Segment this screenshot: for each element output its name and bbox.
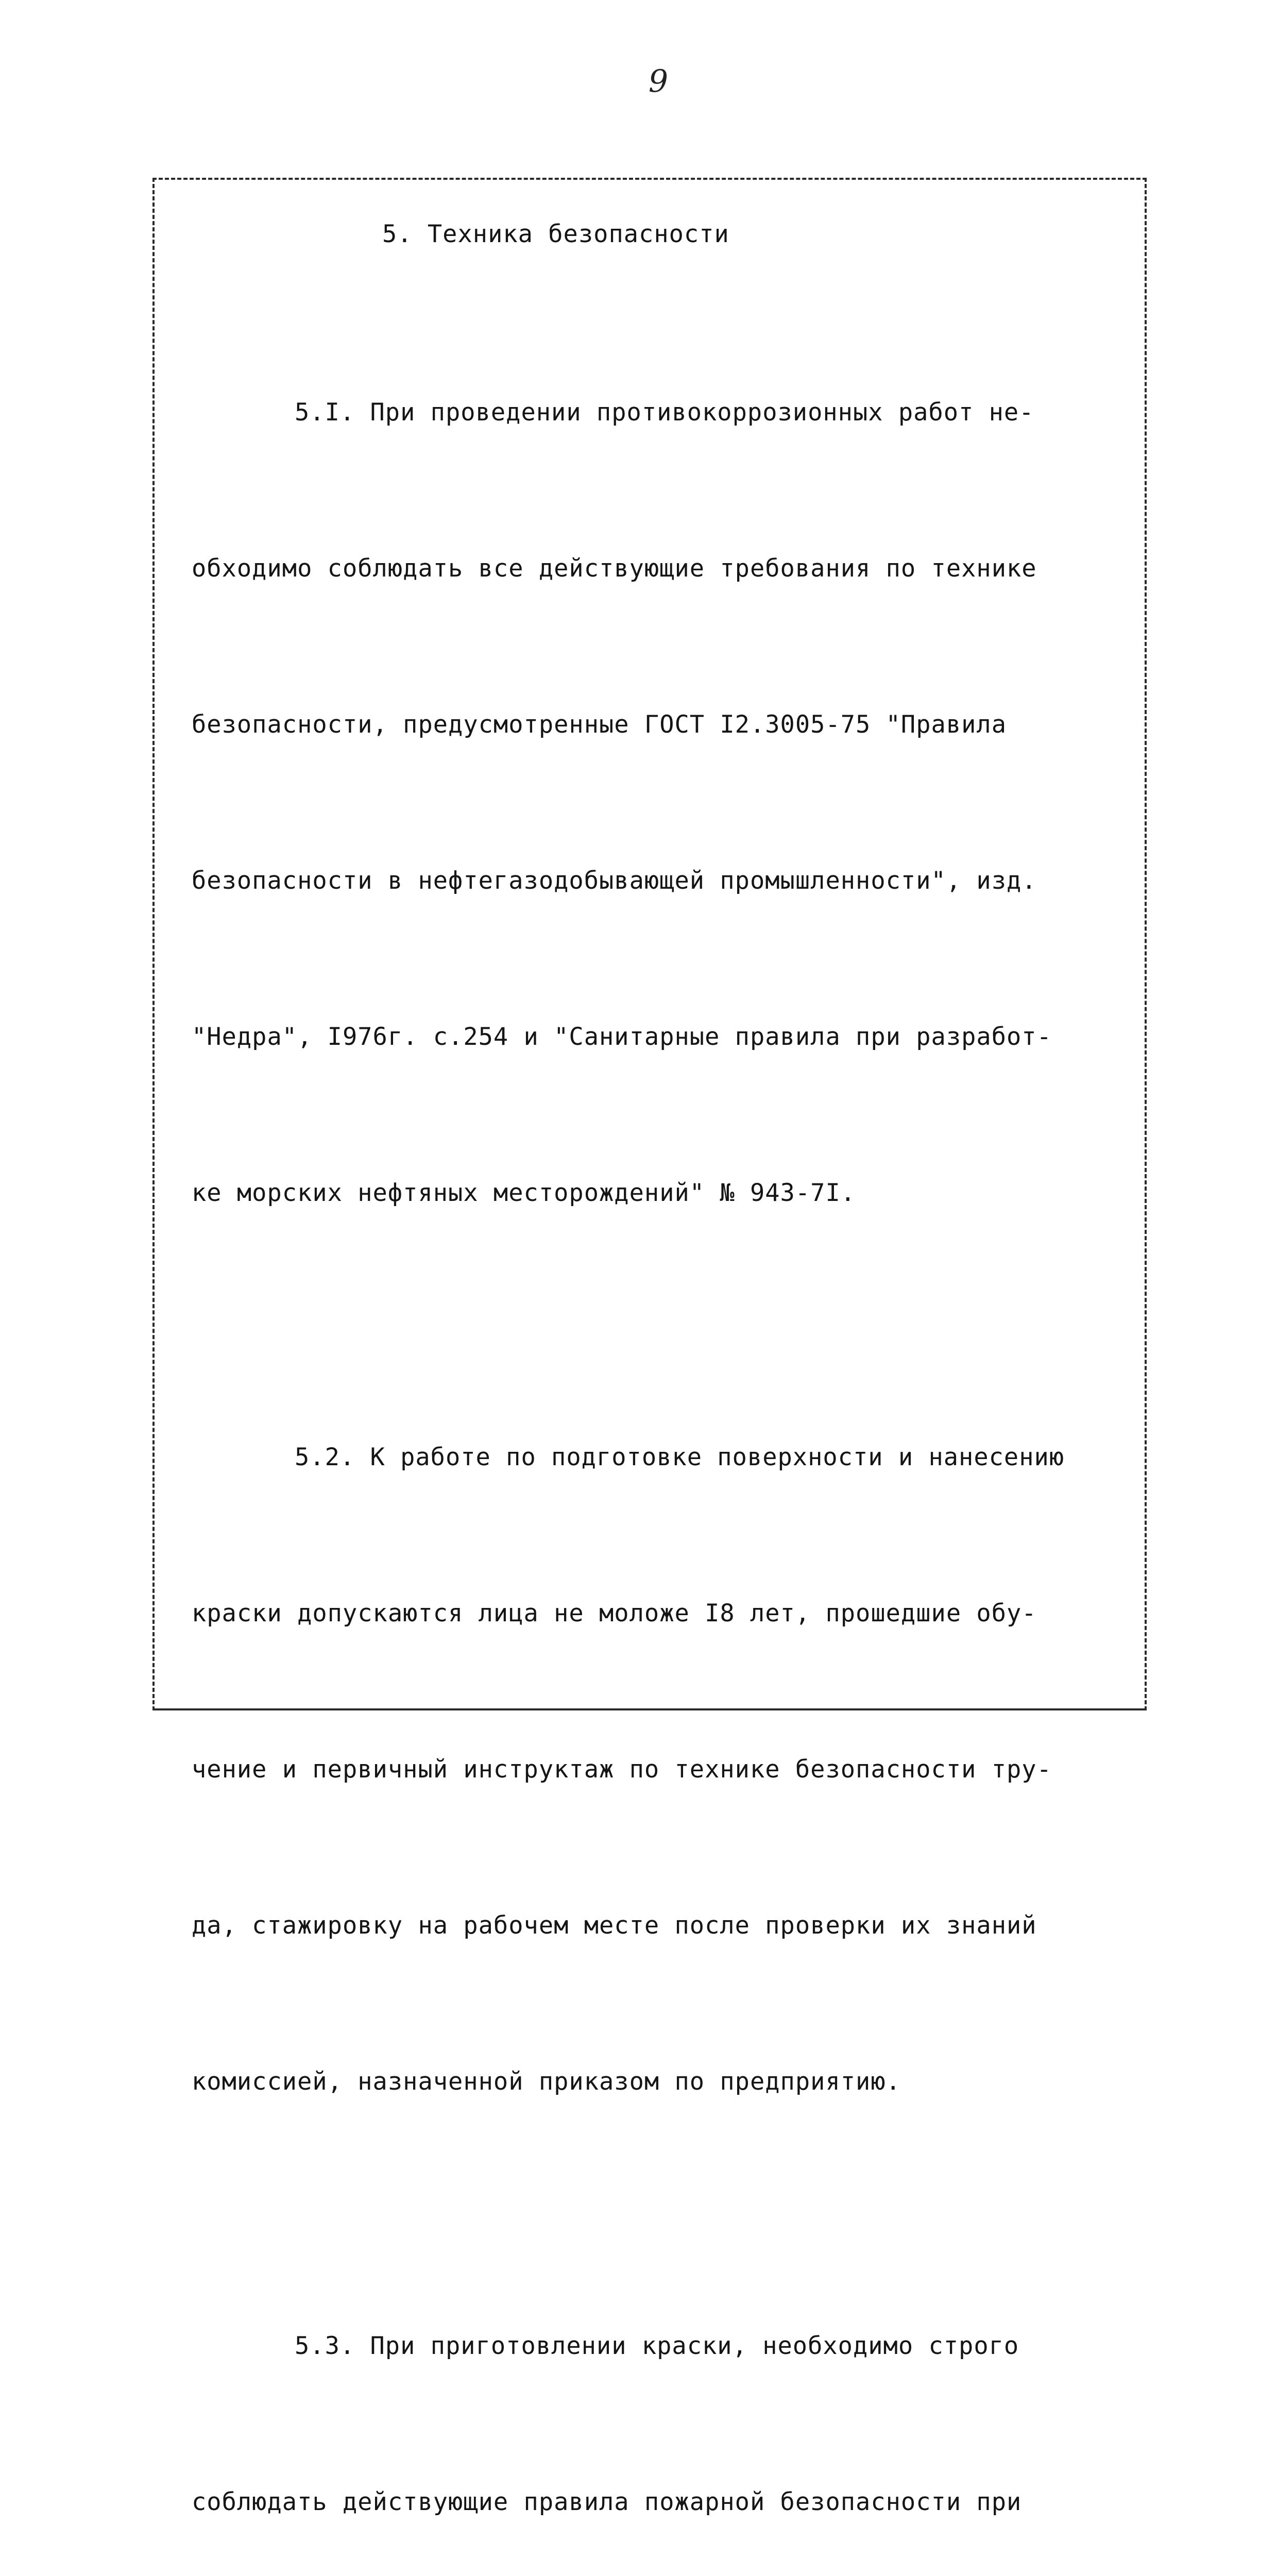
paragraph-line: чение и первичный инструктаж по технике безопасности тру- [192, 1755, 1052, 1784]
section-title: 5. Техника безопасности [382, 220, 729, 248]
document-body [192, 216, 1119, 2576]
paragraph-line: соблюдать действующие правила пожарной безопасности при [192, 2488, 1022, 2516]
paragraph-line: краски допускаются лица не моложе I8 лет, прошедшие обу- [192, 1599, 1037, 1628]
paragraph-line: 5.3. При приготовлении краски, необходимо строго [295, 2332, 1019, 2360]
paragraph-5-1 [192, 282, 1119, 1323]
paragraph-line: ке морских нефтяных месторождений" № 943-7I. [192, 1179, 856, 1207]
paragraph-line: 5.I. При проведении противокоррозионных работ не- [295, 398, 1034, 427]
paragraph-5-3 [192, 2216, 1119, 2576]
paragraph-line: безопасности в нефтегазодобывающей промышленности", изд. [192, 867, 1037, 895]
paragraph-line: да, стажировку на рабочем месте после проверки их знаний [192, 1911, 1037, 1940]
paragraph-line: 5.2. К работе по подготовке поверхности и нанесению [295, 1443, 1065, 1471]
paragraph-line: "Недра", I976г. с.254 и "Санитарные правила при разработ- [192, 1023, 1052, 1051]
paragraph-line: обходимо соблюдать все действующие требования по технике [192, 554, 1037, 583]
paragraph-5-2 [192, 1327, 1119, 2212]
paragraph-line: комиссией, назначенной приказом по предприятию. [192, 2067, 901, 2096]
page-number: 9 [648, 63, 669, 99]
paragraph-line: безопасности, предусмотренные ГОСТ I2.3005-75 "Правила [192, 710, 1007, 739]
